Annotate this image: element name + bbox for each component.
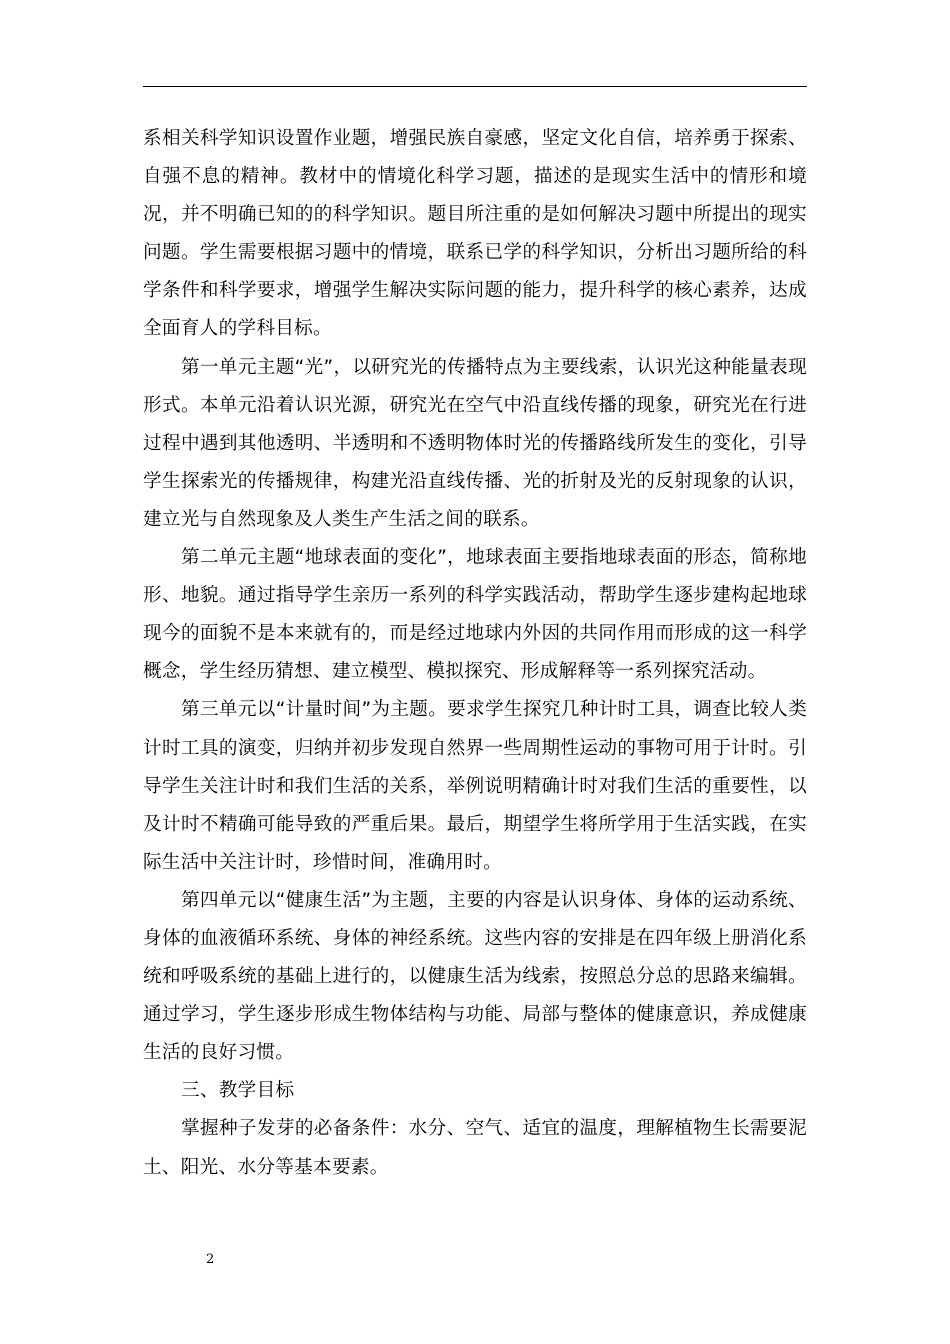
section-heading-teaching-goals: 三、教学目标 <box>181 1080 295 1102</box>
header-rule <box>143 86 807 87</box>
paragraph-unit-two: 第二单元主题“地球表面的变化”，地球表面主要指地球表面的形态，简称地形、地貌。通过指导学生亲历一系列的科学实践活动，帮助学生逐步建构起地球现今的面貌不是本来就有的，而是经过地球内外因的共同作用而形成的这一科学概念，学生经历猜想、建立模型、模拟探究、形成解释等一系列探究活动。 <box>143 547 807 683</box>
paragraph-continuation: 系相关科学知识设置作业题，增强民族自豪感，坚定文化自信，培养勇于探索、自强不息的精神。教材中的情境化科学习题，描述的是现实生活中的情形和境况，并不明确已知的的科学知识。题目所注重的是如何解决习题中所提出的现实问题。学生需要根据习题中的情境，联系已学的科学知识，分析出习题所给的科学条件和科学要求，增强学生解决实际问题的能力，提升科学的核心素养，达成全面育人的学科目标。 <box>143 128 807 340</box>
document-body <box>143 120 807 1187</box>
paragraph-unit-three: 第三单元以“计量时间”为主题。要求学生探究几种计时工具，调查比较人类计时工具的演变，归纳并初步发现自然界一些周期性运动的事物可用于计时。引导学生关注计时和我们生活的关系，举例说明精确计时对我们生活的重要性，以及计时不精确可能导致的严重后果。最后，期望学生将所学用于生活实践，在实际生活中关注计时，珍惜时间，准确用时。 <box>143 699 807 873</box>
paragraph-unit-four: 第四单元以“健康生活”为主题，主要的内容是认识身体、身体的运动系统、身体的血液循环系统、身体的神经系统。这些内容的安排是在四年级上册消化系统和呼吸系统的基础上进行的，以健康生活为线索，按照总分总的思路来编辑。通过学习，学生逐步形成生物体结构与功能、局部与整体的健康意识，养成健康生活的良好习惯。 <box>143 889 807 1064</box>
paragraph-unit-one: 第一单元主题“光”，以研究光的传播特点为主要线索，认识光这种能量表现形式。本单元沿着认识光源，研究光在空气中沿直线传播的现象，研究光在行进过程中遇到其他透明、半透明和不透明物体时光的传播路线所发生的变化，引导学生探索光的传播规律，构建光沿直线传播、光的折射及光的反射现象的认识，建立光与自然现象及人类生产生活之间的联系。 <box>143 356 807 530</box>
paragraph-teaching-goal: 掌握种子发芽的必备条件：水分、空气、适宜的温度，理解植物生长需要泥土、阳光、水分等基本要素。 <box>143 1118 807 1178</box>
page-number: 2 <box>206 1252 215 1267</box>
